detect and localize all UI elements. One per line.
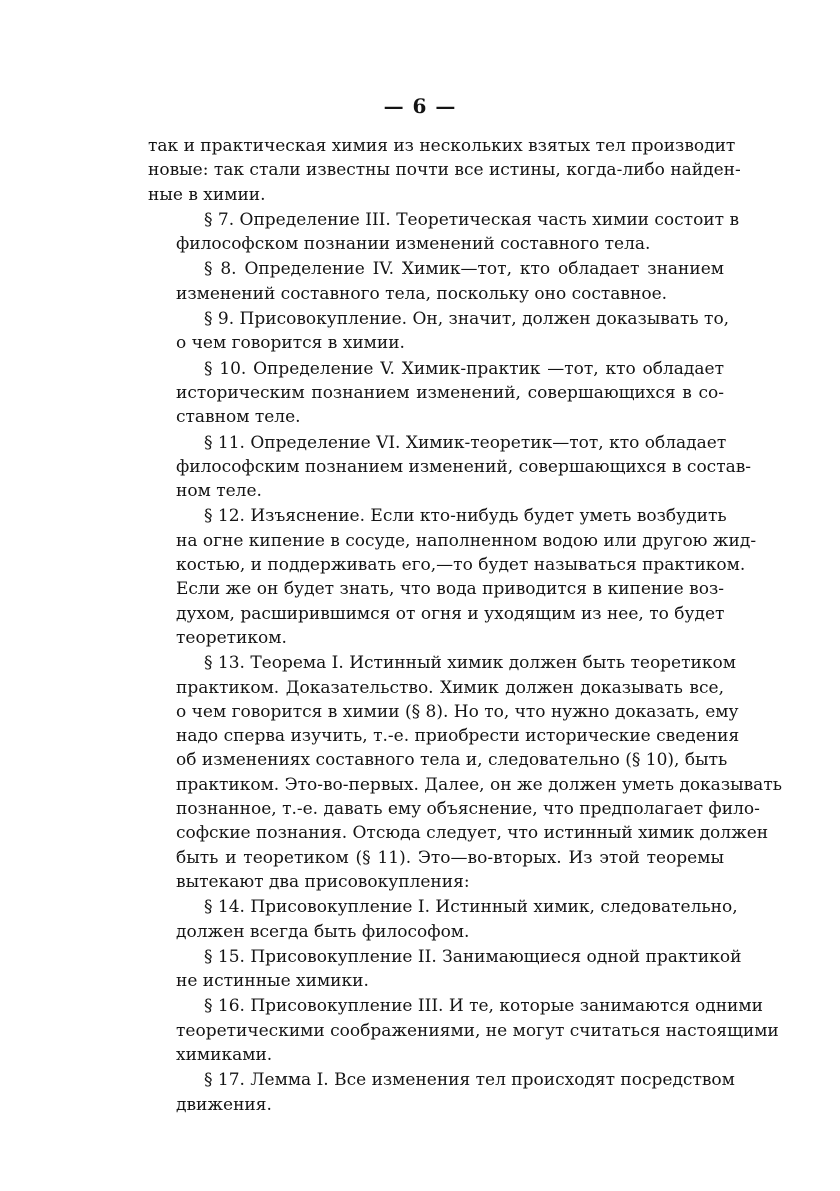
text-line: § 17. Лемма I. Все изменения тел происходят посредством [204, 1070, 735, 1091]
text-line: костью, и поддерживать его,—то будет называться практиком. [176, 555, 746, 576]
text-line: Если же он будет знать, что вода приводится в кипение воз- [176, 579, 724, 600]
text-line: § 10. Определение V. Химик-практик —тот, кто обладает [204, 358, 724, 379]
paragraph-section-11 [148, 431, 752, 504]
paragraph-section-9 [148, 307, 730, 356]
text-line: надо сперва изучить, т.-е. приобрести исторические сведения [176, 726, 740, 747]
text-line: § 13. Теорема I. Истинный химик должен быть теоретиком [204, 653, 736, 674]
paragraph-section-14 [148, 895, 738, 944]
paragraph-section-8 [148, 257, 724, 306]
text-line: должен всегда быть философом. [176, 921, 470, 942]
text-line: изменений составного тела, поскольку оно составное. [176, 283, 668, 304]
text-line: философским познанием изменений, совершающихся в состав- [176, 456, 752, 477]
text-line: § 16. Присовокупление III. И те, которые занимаются одними [204, 996, 763, 1017]
text-line: о чем говорится в химии. [176, 333, 405, 354]
paragraph-continuation [148, 134, 741, 207]
paragraph-section-7 [148, 208, 740, 257]
text-line: практиком. Это-во-первых. Далее, он же должен уметь доказывать [176, 774, 782, 795]
text-line: так и практическая химия из нескольких взятых тел производит [148, 136, 736, 156]
text-line: ставном теле. [176, 407, 301, 428]
text-line: химиками. [176, 1044, 273, 1065]
text-line: духом, расширившимся от огня и уходящим из нее, то будет [176, 603, 725, 624]
text-line: ные в химии. [148, 184, 266, 205]
paragraph-section-16 [148, 994, 779, 1067]
text-line: об изменениях составного тела и, следовательно (§ 10), быть [176, 750, 728, 771]
text-line: § 14. Присовокупление I. Истинный химик, следовательно, [204, 897, 738, 918]
text-line: историческим познанием изменений, совершающихся в со- [176, 382, 724, 403]
text-line: познанное, т.-е. давать ему объяснение, что предполагает фило- [176, 799, 760, 820]
text-line: новые: так стали известны почти все истины, когда-либо найден- [148, 160, 741, 181]
text-line: философском познании изменений составного тела. [176, 234, 651, 255]
paragraph-section-13 [148, 651, 782, 894]
page-number: — 6 — [383, 94, 457, 118]
text-line: теоретическими соображениями, не могут считаться настоящими [176, 1020, 779, 1041]
text-line: не истинные химики. [176, 971, 369, 992]
paragraph-section-15 [148, 945, 742, 994]
text-line: ном теле. [176, 481, 262, 502]
paragraph-section-10 [148, 357, 724, 430]
text-line: практиком. Доказательство. Химик должен доказывать все, [176, 677, 724, 698]
text-line: § 11. Определение VI. Химик-теоретик—тот, кто обладает [204, 432, 727, 453]
paragraph-section-17 [148, 1068, 735, 1117]
text-line: § 15. Присовокупление II. Занимающиеся одной практикой [204, 946, 742, 967]
text-line: теоретиком. [176, 627, 287, 648]
text-line: о чем говорится в химии (§ 8). Но то, что нужно доказать, ему [176, 701, 739, 722]
text-line: § 9. Присовокупление. Он, значит, должен доказывать то, [204, 309, 730, 330]
page-body [148, 134, 782, 1118]
text-line: быть и теоретиком (§ 11). Это—во-вторых. Из этой теоремы [176, 847, 724, 868]
text-line: § 12. Изъяснение. Если кто-нибудь будет уметь возбудить [204, 506, 727, 527]
text-line: на огне кипение в сосуде, наполненном водою или другою жид- [176, 530, 757, 551]
text-line: вытекают два присовокупления: [176, 871, 470, 892]
paragraph-section-12 [148, 504, 757, 650]
text-line: § 8. Определение IV. Химик—тот, кто обладает знанием [204, 259, 724, 280]
text-line: движения. [176, 1094, 272, 1115]
text-line: софские познания. Отсюда следует, что истинный химик должен [176, 823, 769, 844]
text-line: § 7. Определение III. Теоретическая часть химии состоит в [204, 209, 740, 230]
